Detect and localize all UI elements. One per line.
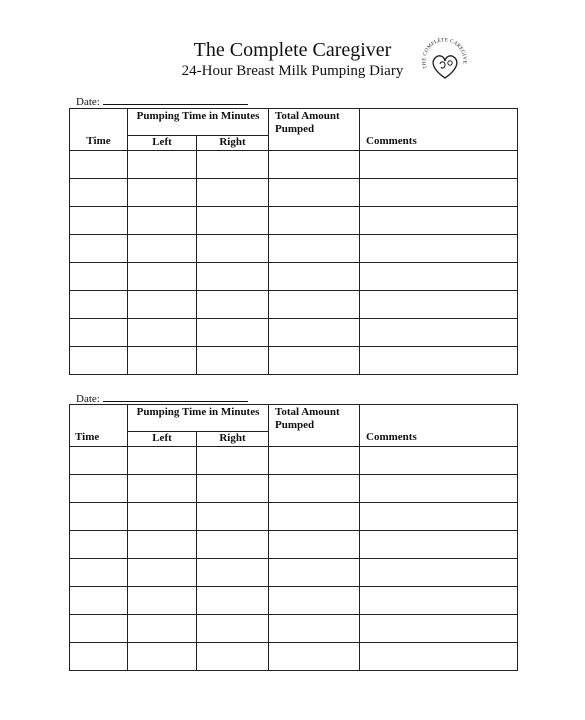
cell-right[interactable] [197, 447, 269, 475]
cell-left[interactable] [128, 531, 197, 559]
cell-left[interactable] [128, 179, 197, 207]
cell-left[interactable] [128, 503, 197, 531]
cell-time[interactable] [70, 263, 128, 291]
table-row [70, 291, 518, 319]
cell-time[interactable] [70, 503, 128, 531]
cell-time[interactable] [70, 475, 128, 503]
cell-time[interactable] [70, 319, 128, 347]
table-row [70, 179, 518, 207]
logo-text: THE COMPLETE CAREGIVE [421, 37, 468, 70]
cell-total[interactable] [269, 559, 360, 587]
cell-time[interactable] [70, 531, 128, 559]
cell-right[interactable] [197, 347, 269, 375]
cell-left[interactable] [128, 587, 197, 615]
cell-total[interactable] [269, 151, 360, 179]
cell-right[interactable] [197, 319, 269, 347]
header-right: Right [197, 136, 269, 151]
cell-time[interactable] [70, 291, 128, 319]
table-row [70, 347, 518, 375]
cell-total[interactable] [269, 319, 360, 347]
cell-right[interactable] [197, 207, 269, 235]
cell-time[interactable] [70, 615, 128, 643]
cell-comments[interactable] [360, 207, 518, 235]
header-pumping-time: Pumping Time in Minutes [128, 405, 269, 432]
header-comments: Comments [360, 109, 518, 151]
cell-total[interactable] [269, 235, 360, 263]
cell-comments[interactable] [360, 559, 518, 587]
cell-total[interactable] [269, 347, 360, 375]
cell-time[interactable] [70, 347, 128, 375]
table-row [70, 319, 518, 347]
cell-right[interactable] [197, 475, 269, 503]
cell-total[interactable] [269, 447, 360, 475]
cell-time[interactable] [70, 447, 128, 475]
header-total-amount: Total Amount Pumped [269, 405, 360, 447]
table-row [70, 559, 518, 587]
page-subtitle: 24-Hour Breast Milk Pumping Diary [181, 63, 404, 79]
cell-left[interactable] [128, 235, 197, 263]
cell-time[interactable] [70, 559, 128, 587]
cell-comments[interactable] [360, 235, 518, 263]
table-row [70, 447, 518, 475]
table-row [70, 503, 518, 531]
cell-right[interactable] [197, 179, 269, 207]
cell-left[interactable] [128, 291, 197, 319]
cell-right[interactable] [197, 235, 269, 263]
pumping-table-1 [69, 108, 517, 376]
cell-comments[interactable] [360, 179, 518, 207]
cell-left[interactable] [128, 151, 197, 179]
header-left: Left [128, 136, 197, 151]
heart-logo-icon [419, 34, 471, 86]
cell-comments[interactable] [360, 503, 518, 531]
cell-left[interactable] [128, 319, 197, 347]
date-field[interactable] [103, 392, 248, 402]
cell-comments[interactable] [360, 291, 518, 319]
cell-total[interactable] [269, 615, 360, 643]
table-row [70, 207, 518, 235]
header-left: Left [128, 432, 197, 447]
cell-left[interactable] [128, 207, 197, 235]
header-time: Time [70, 109, 128, 151]
table-row [70, 615, 518, 643]
table-row [70, 587, 518, 615]
cell-comments[interactable] [360, 643, 518, 671]
cell-left[interactable] [128, 447, 197, 475]
cell-right[interactable] [197, 587, 269, 615]
cell-total[interactable] [269, 475, 360, 503]
cell-total[interactable] [269, 643, 360, 671]
date-label: Date: [76, 393, 100, 405]
cell-left[interactable] [128, 263, 197, 291]
cell-left[interactable] [128, 615, 197, 643]
cell-time[interactable] [70, 179, 128, 207]
cell-comments[interactable] [360, 587, 518, 615]
header-right: Right [197, 432, 269, 447]
header-time: Time [70, 405, 128, 447]
cell-time[interactable] [70, 587, 128, 615]
date-line-1 [76, 95, 248, 108]
cell-total[interactable] [269, 179, 360, 207]
page-title: The Complete Caregiver [193, 39, 392, 61]
svg-text:THE COMPLETE CAREGIVER [419, 34, 467, 69]
table-body-2 [70, 447, 518, 671]
date-field[interactable] [103, 95, 248, 105]
cell-left[interactable] [128, 643, 197, 671]
cell-time[interactable] [70, 151, 128, 179]
cell-right[interactable] [197, 151, 269, 179]
cell-right[interactable] [197, 263, 269, 291]
cell-comments[interactable] [360, 319, 518, 347]
cell-right[interactable] [197, 643, 269, 671]
cell-right[interactable] [197, 291, 269, 319]
table-body-1 [70, 151, 518, 375]
table-row [70, 643, 518, 671]
cell-left[interactable] [128, 475, 197, 503]
cell-comments[interactable] [360, 447, 518, 475]
cell-comments[interactable] [360, 151, 518, 179]
pumping-table-2 [69, 404, 517, 674]
cell-total[interactable] [269, 207, 360, 235]
cell-right[interactable] [197, 615, 269, 643]
cell-left[interactable] [128, 559, 197, 587]
table-row [70, 475, 518, 503]
cell-time[interactable] [70, 207, 128, 235]
cell-time[interactable] [70, 643, 128, 671]
table-row [70, 151, 518, 179]
cell-comments[interactable] [360, 615, 518, 643]
date-label: Date: [76, 96, 100, 108]
cell-total[interactable] [269, 587, 360, 615]
cell-time[interactable] [70, 235, 128, 263]
cell-right[interactable] [197, 531, 269, 559]
header-comments: Comments [360, 405, 518, 447]
table-row [70, 263, 518, 291]
cell-right[interactable] [197, 559, 269, 587]
cell-left[interactable] [128, 347, 197, 375]
table-row [70, 531, 518, 559]
header-total-amount: Total Amount Pumped [269, 109, 360, 151]
cell-comments[interactable] [360, 475, 518, 503]
cell-comments[interactable] [360, 531, 518, 559]
cell-total[interactable] [269, 291, 360, 319]
cell-total[interactable] [269, 503, 360, 531]
cell-total[interactable] [269, 531, 360, 559]
cell-comments[interactable] [360, 347, 518, 375]
table-row [70, 235, 518, 263]
cell-comments[interactable] [360, 263, 518, 291]
cell-total[interactable] [269, 263, 360, 291]
header-pumping-time: Pumping Time in Minutes [128, 109, 269, 136]
cell-right[interactable] [197, 503, 269, 531]
